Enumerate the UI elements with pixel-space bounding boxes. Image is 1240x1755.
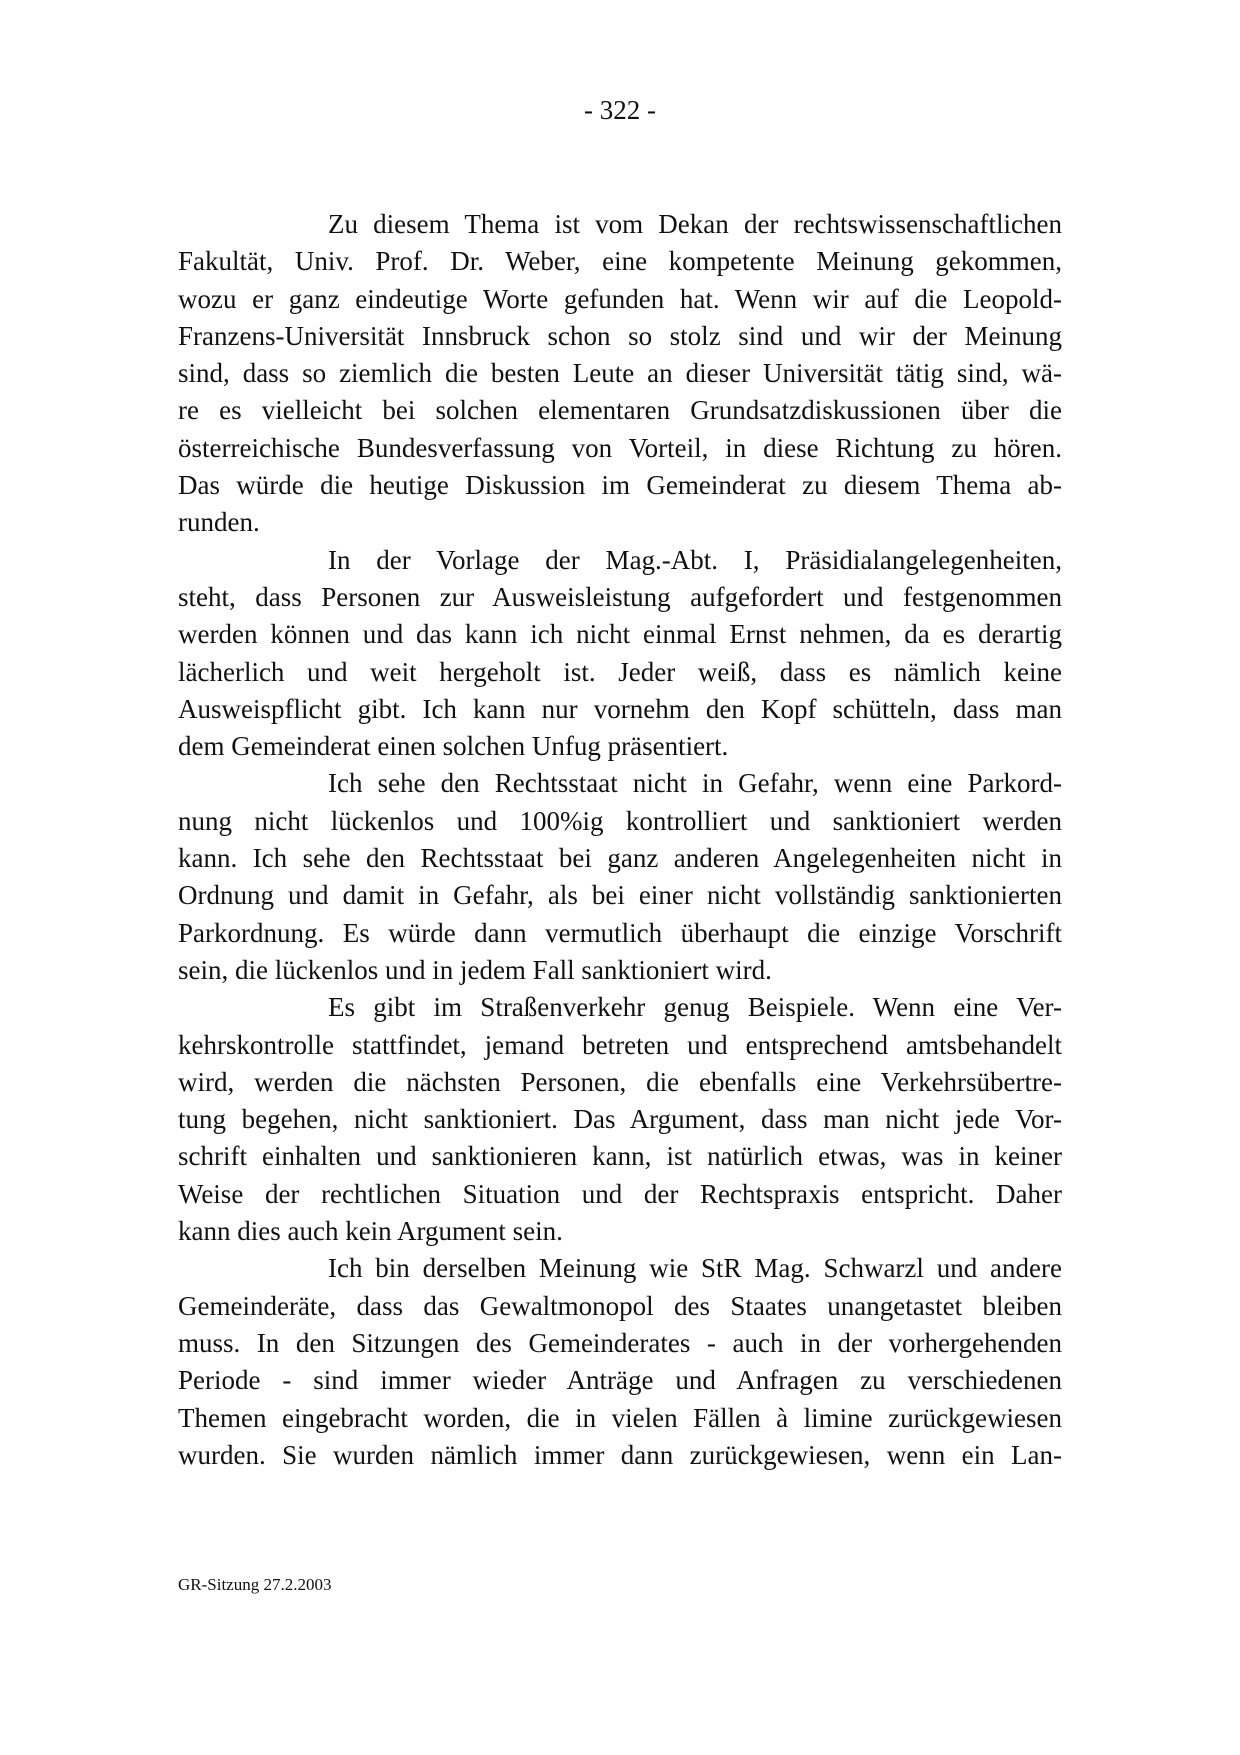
text-line: Es gibt im Straßenverkehr genug Beispiele. Wenn eine Ver- [328, 992, 1062, 1023]
paragraph [178, 542, 1062, 766]
footer-session-date: GR-Sitzung 27.2.2003 [178, 1575, 332, 1594]
page-number: - 322 - [584, 95, 656, 125]
text-line: Themen eingebracht worden, die in vielen Fällen à limine zurückgewiesen [178, 1402, 1062, 1433]
text-line: Fakultät, Univ. Prof. Dr. Weber, eine kompetente Meinung gekommen, [178, 246, 1062, 277]
text-line: Franzens-Universität Innsbruck schon so stolz sind und wir der Meinung [178, 320, 1062, 351]
text-line: lächerlich und weit hergeholt ist. Jeder weiß, dass es nämlich keine [178, 656, 1062, 687]
text-line: Periode - sind immer wieder Anträge und Anfragen zu verschiedenen [178, 1365, 1062, 1396]
text-line: wozu er ganz eindeutige Worte gefunden hat. Wenn wir auf die Leopold- [178, 283, 1062, 314]
paragraph [178, 1250, 1062, 1474]
paragraph [178, 206, 1062, 542]
text-line: wurden. Sie wurden nämlich immer dann zurückgewiesen, wenn ein Lan- [178, 1439, 1062, 1470]
text-line: runden. [178, 507, 260, 538]
text-line: schrift einhalten und sanktionieren kann, ist natürlich etwas, was in keiner [178, 1141, 1062, 1172]
text-line: kann dies auch kein Argument sein. [178, 1216, 563, 1247]
text-line: Ich sehe den Rechtsstaat nicht in Gefahr, wenn eine Parkord- [328, 768, 1062, 799]
text-line: Weise der rechtlichen Situation und der Rechtspraxis entspricht. Daher [178, 1178, 1062, 1209]
text-line: tung begehen, nicht sanktioniert. Das Argument, dass man nicht jede Vor- [178, 1104, 1062, 1135]
text-line: In der Vorlage der Mag.-Abt. I, Präsidialangelegenheiten, [328, 544, 1062, 575]
text-line: Gemeinderäte, dass das Gewaltmonopol des Staates unangetastet bleiben [178, 1290, 1062, 1321]
text-line: re es vielleicht bei solchen elementaren Grundsatzdiskussionen über die [178, 395, 1062, 426]
text-line: Parkordnung. Es würde dann vermutlich überhaupt die einzige Vorschrift [178, 917, 1062, 948]
text-line: nung nicht lückenlos und 100%ig kontrolliert und sanktioniert werden [178, 805, 1062, 836]
text-line: Ordnung und damit in Gefahr, als bei einer nicht vollständig sanktionierten [178, 880, 1062, 911]
paragraph [178, 765, 1062, 989]
paragraph [178, 989, 1062, 1250]
text-line: sein, die lückenlos und in jedem Fall sanktioniert wird. [178, 954, 772, 985]
text-line: steht, dass Personen zur Ausweisleistung aufgefordert und festgenommen [178, 581, 1062, 612]
text-line: kann. Ich sehe den Rechtsstaat bei ganz anderen Angelegenheiten nicht in [178, 843, 1062, 874]
text-line: dem Gemeinderat einen solchen Unfug präsentiert. [178, 731, 729, 762]
text-line: sind, dass so ziemlich die besten Leute an dieser Universität tätig sind, wä- [178, 358, 1062, 389]
text-line: österreichische Bundesverfassung von Vorteil, in diese Richtung zu hören. [178, 432, 1062, 463]
text-line: muss. In den Sitzungen des Gemeinderates - auch in der vorhergehenden [178, 1327, 1062, 1358]
text-line: Zu diesem Thema ist vom Dekan der rechtswissenschaftlichen [328, 209, 1062, 239]
body-text [178, 206, 1062, 1474]
text-line: werden können und das kann ich nicht einmal Ernst nehmen, da es derartig [178, 619, 1062, 650]
text-line: wird, werden die nächsten Personen, die ebenfalls eine Verkehrsübertre- [178, 1066, 1062, 1097]
text-line: kehrskontrolle stattfindet, jemand betreten und entsprechend amtsbehandelt [178, 1029, 1062, 1060]
text-line: Das würde die heutige Diskussion im Gemeinderat zu diesem Thema ab- [178, 470, 1062, 501]
text-line: Ich bin derselben Meinung wie StR Mag. Schwarzl und andere [328, 1253, 1062, 1284]
text-line: Ausweispflicht gibt. Ich kann nur vornehm den Kopf schütteln, dass man [178, 693, 1062, 724]
